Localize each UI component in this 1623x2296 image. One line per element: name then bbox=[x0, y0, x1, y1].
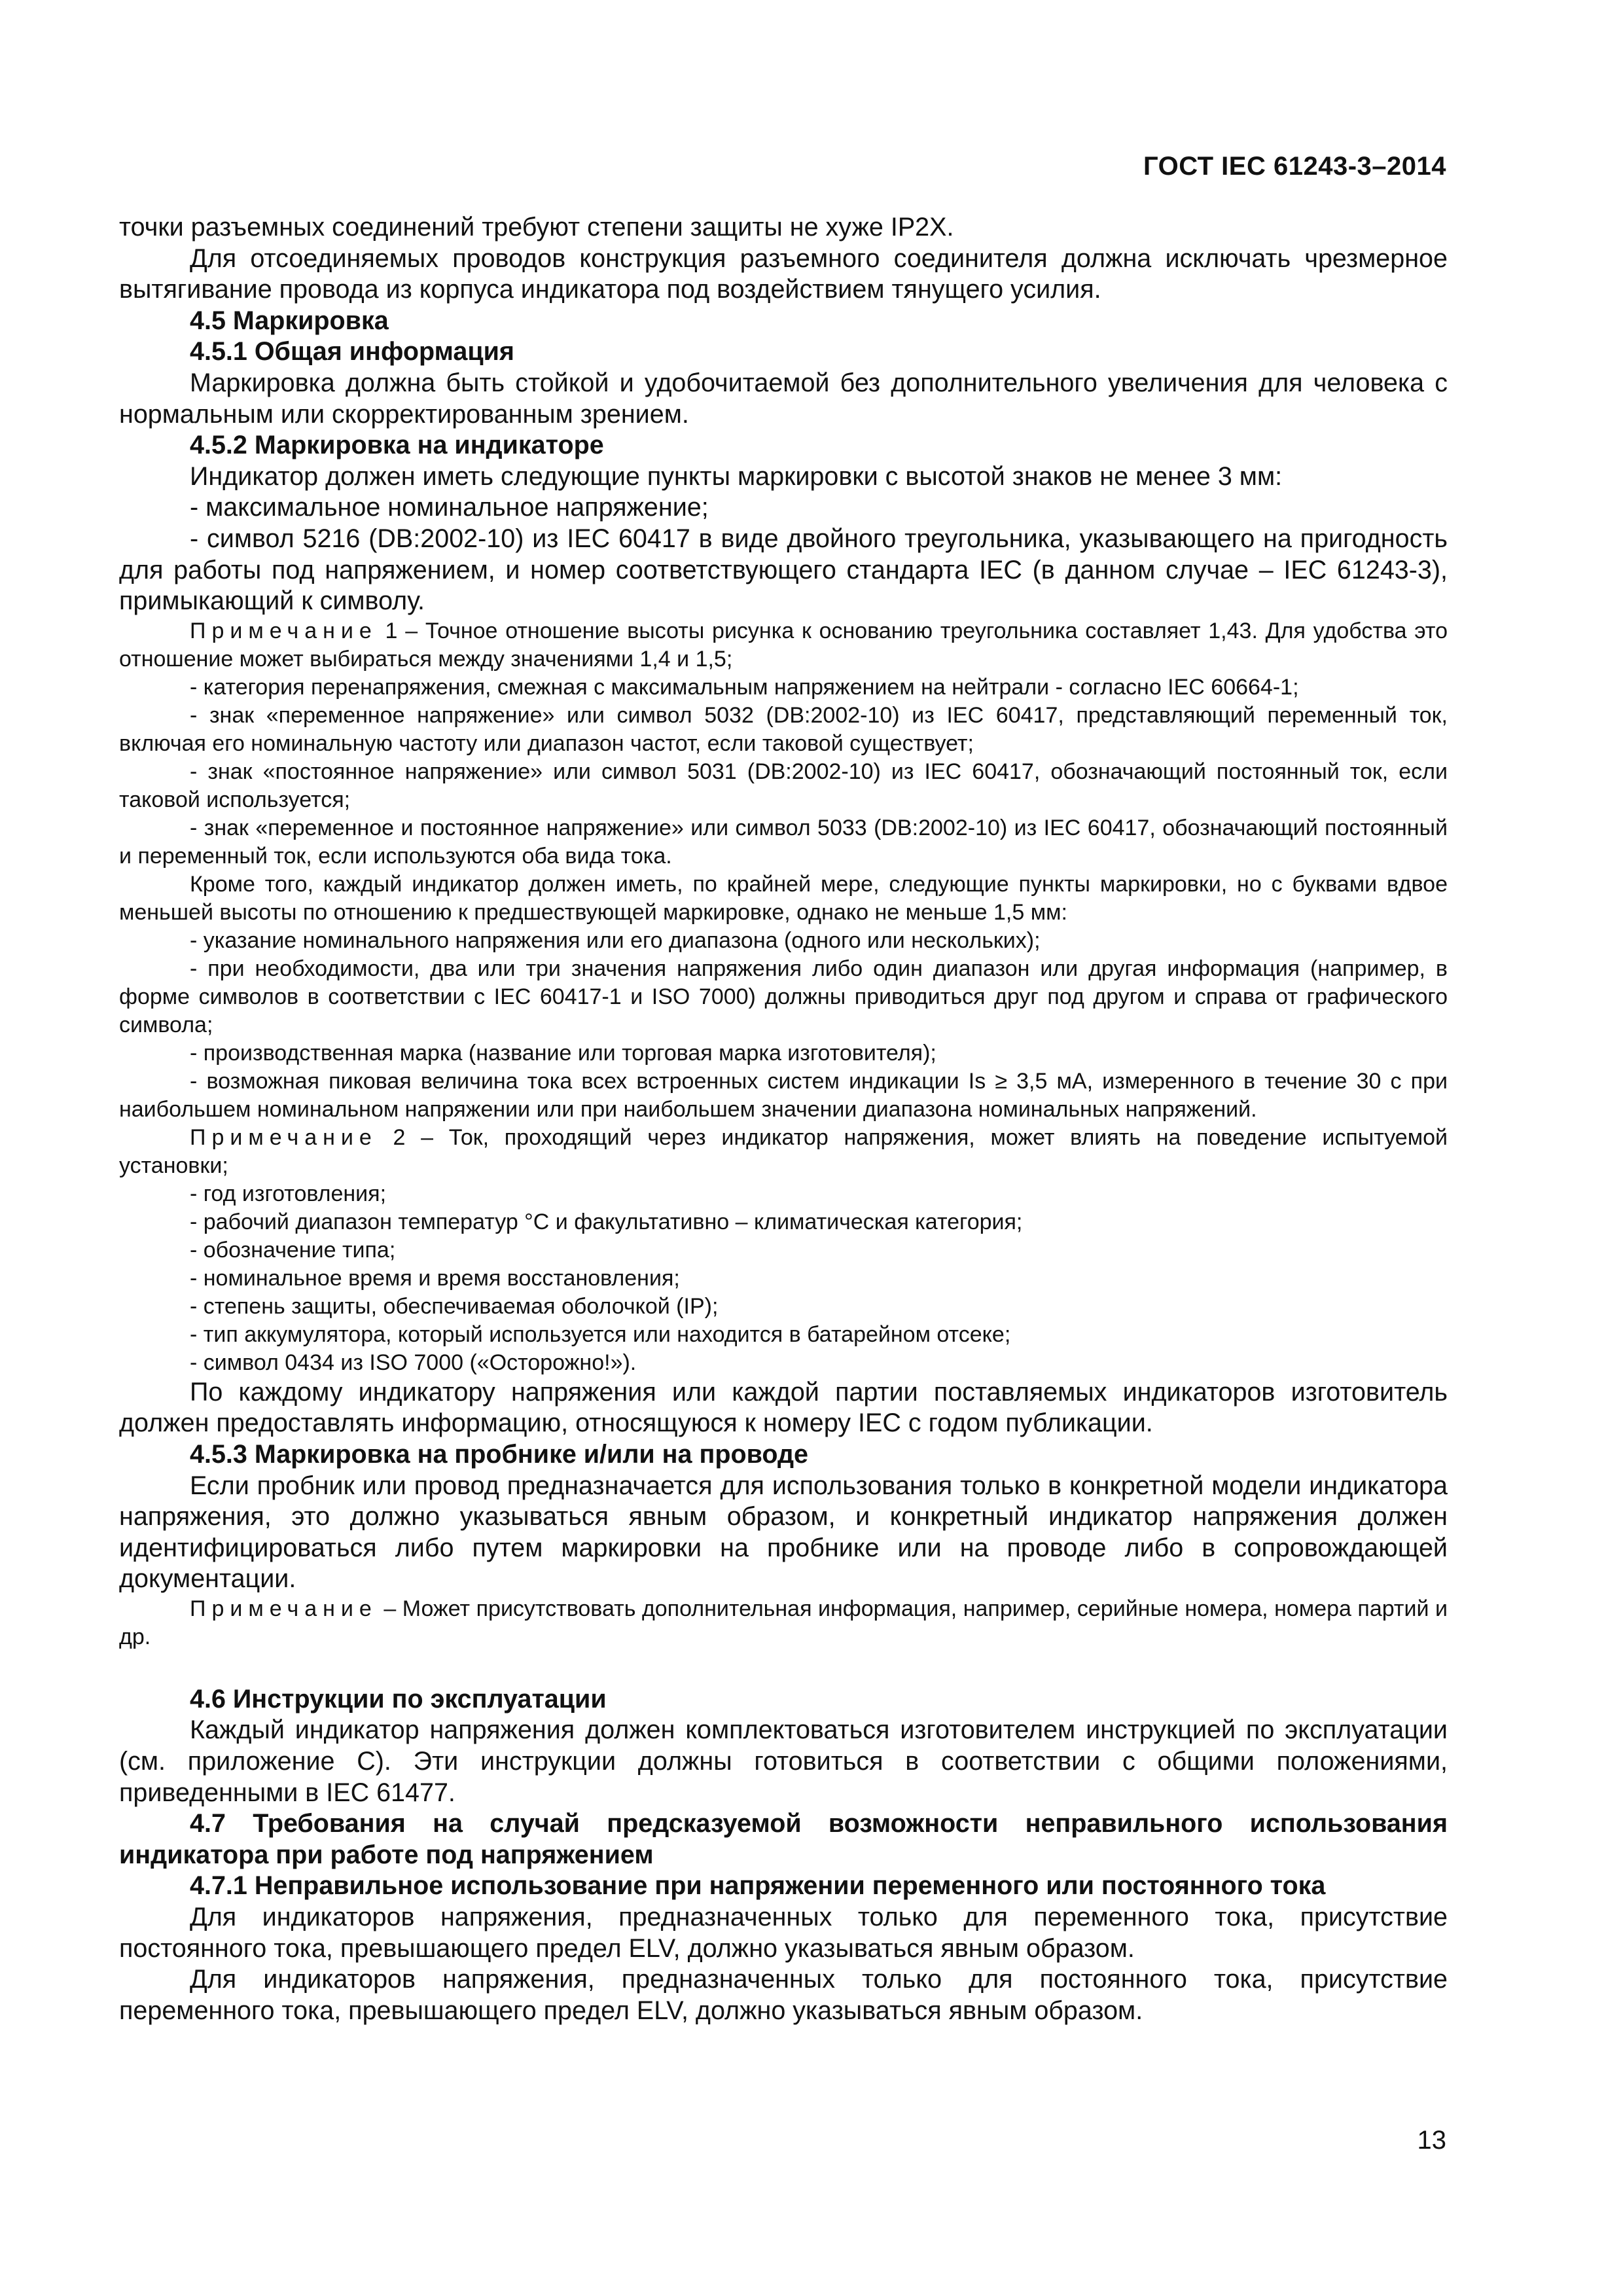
list-item: - год изготовления; bbox=[190, 1181, 387, 1206]
section-gap bbox=[119, 1651, 1448, 1684]
list-item: - обозначение типа; bbox=[190, 1237, 396, 1263]
page-number: 13 bbox=[1417, 2126, 1446, 2155]
list-item: - знак «постоянное напряжение» или символ 5031 (DB:2002-10) из IEC 60417, обозначающий постоянный ток, если таковой используется; bbox=[119, 759, 1448, 812]
list-item: - производственная марка (название или торговая марка изготовителя); bbox=[190, 1040, 936, 1066]
document-body bbox=[119, 212, 1448, 2026]
section-heading: 4.7.1 Неправильное использование при напряжении переменного или постоянного тока bbox=[190, 1871, 1326, 1901]
paragraph: Каждый индикатор напряжения должен комплектоваться изготовителем инструкцией по эксплуатации (см. приложение С). Эти инструкции должны готовиться в соответствии с общими положениями, приведенными в IEC 61477. bbox=[119, 1715, 1448, 1807]
list-item: - знак «переменное и постоянное напряжение» или символ 5033 (DB:2002-10) из IEC 60417, обозначающий постоянный и переменный ток, если используются оба вида тока. bbox=[119, 815, 1448, 869]
paragraph: Для отсоединяемых проводов конструкция разъемного соединителя должна исключать чрезмерное вытягивание провода из корпуса индикатора под воздействием тянущего усилия. bbox=[119, 243, 1448, 304]
list-item: - тип аккумулятора, который используется или находится в батарейном отсеке; bbox=[190, 1321, 1011, 1347]
note bbox=[119, 1124, 1448, 1180]
list-item: - при необходимости, два или три значения напряжения либо один диапазон или другая информация (например, в форме символов в соответствии с IEC 60417-1 и ISO 7000) должны приводиться друг под другом и справа от графического символа; bbox=[119, 956, 1448, 1037]
note bbox=[119, 1595, 1448, 1651]
document-header: ГОСТ IEC 61243-3–2014 bbox=[1143, 152, 1446, 181]
paragraph: Для индикаторов напряжения, предназначенных только для постоянного тока, присутствие переменного тока, превышающего предел ELV, должно указываться явным образом. bbox=[119, 1965, 1448, 2025]
paragraph: - максимальное номинальное напряжение; bbox=[190, 493, 709, 522]
section-heading: 4.5.2 Маркировка на индикаторе bbox=[190, 431, 604, 460]
section-heading: 4.5.3 Маркировка на пробнике и/или на проводе bbox=[190, 1439, 808, 1469]
list-item: - номинальное время и время восстановления; bbox=[190, 1265, 680, 1291]
note-label: Примечание bbox=[190, 1124, 378, 1150]
paragraph: - символ 5216 (DB:2002-10) из IEC 60417 в виде двойного треугольника, указывающего на пригодность для работы под напряжением, и номер соответствующего стандарта IEC (в данном случае – IEC 61243-3), примыкающий к символу. bbox=[119, 524, 1448, 616]
paragraph: Если пробник или провод предназначается для использования только в конкретной модели индикатора напряжения, это должно указываться явным образом, и конкретный индикатор напряжения должен идентифицироваться либо путем маркировки на пробнике или на проводе либо в сопровождающей документации. bbox=[119, 1471, 1448, 1594]
section-heading: 4.5 Маркировка bbox=[190, 306, 389, 335]
list-item: Кроме того, каждый индикатор должен иметь, по крайней мере, следующие пункты маркировки, но с буквами вдвое меньшей высоты по отношению к предшествующей маркировке, однако не меньше 1,5 мм: bbox=[119, 871, 1448, 925]
section-heading: 4.5.1 Общая информация bbox=[190, 337, 514, 367]
paragraph: По каждому индикатору напряжения или каждой партии поставляемых индикаторов изготовитель должен предоставлять информацию, относящуюся к номеру IEC с годом публикации. bbox=[119, 1377, 1448, 1438]
list-item: - знак «переменное напряжение» или символ 5032 (DB:2002-10) из IEC 60417, представляющий переменный ток, включая его номинальную частоту или диапазон частот, если таковой существует; bbox=[119, 702, 1448, 756]
list-item: - возможная пиковая величина тока всех встроенных систем индикации Is ≥ 3,5 мА, измеренного в течение 30 с при наибольшем номинальном напряжении или при наибольшем значении диапазона номинальных напряжений. bbox=[119, 1068, 1448, 1122]
paragraph: точки разъемных соединений требуют степени защиты не хуже IP2X. bbox=[119, 213, 954, 242]
note bbox=[119, 617, 1448, 673]
list-item: - указание номинального напряжения или его диапазона (одного или нескольких); bbox=[190, 927, 1041, 953]
note-label: Примечание bbox=[190, 618, 378, 643]
list-item: - степень защиты, обеспечиваемая оболочкой (IP); bbox=[190, 1293, 719, 1319]
paragraph: Индикатор должен иметь следующие пункты маркировки с высотой знаков не менее 3 мм: bbox=[190, 461, 1283, 491]
list-item: - категория перенапряжения, смежная с максимальным напряжением на нейтрали - согласно IEC 60664-1; bbox=[190, 674, 1299, 700]
list-item: - рабочий диапазон температур °C и факультативно – климатическая категория; bbox=[190, 1209, 1023, 1234]
note-label: Примечание bbox=[190, 1596, 378, 1621]
section-heading: 4.6 Инструкции по эксплуатации bbox=[190, 1684, 607, 1713]
paragraph: Для индикаторов напряжения, предназначенных только для переменного тока, присутствие постоянного тока, превышающего предел ELV, должно указываться явным образом. bbox=[119, 1903, 1448, 1963]
paragraph: Маркировка должна быть стойкой и удобочитаемой без дополнительного увеличения для человека с нормальным или скорректированным зрением. bbox=[119, 368, 1448, 429]
note-text: 2 – Ток, проходящий через индикатор напряжения, может влиять на поведение испытуемой установки; bbox=[119, 1124, 1448, 1178]
list-item: - символ 0434 из ISO 7000 («Осторожно!»). bbox=[190, 1350, 637, 1375]
note-text: 1 – Точное отношение высоты рисунка к основанию треугольника составляет 1,43. Для удобства это отношение может выбираться между значениями 1,4 и 1,5; bbox=[119, 618, 1448, 672]
section-heading: 4.7 Требования на случай предсказуемой возможности неправильного использования индикатора при работе под напряжением bbox=[119, 1809, 1448, 1869]
note-text: – Может присутствовать дополнительная информация, например, серийные номера, номера партий и др. bbox=[119, 1596, 1448, 1649]
